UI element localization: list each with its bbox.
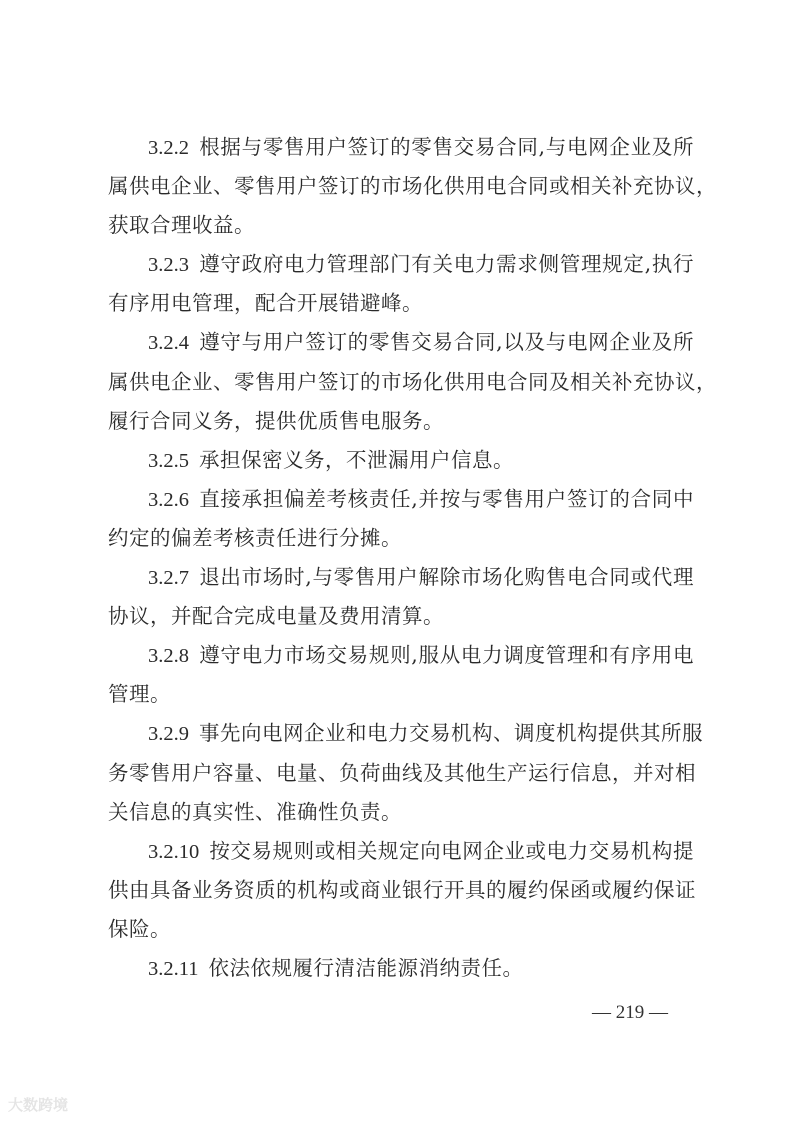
text-line: [108, 167, 717, 206]
text-line: [108, 323, 694, 362]
clause-paragraph: [108, 636, 694, 714]
clause-number: 3.2.5: [148, 449, 189, 472]
document-body: [108, 128, 717, 988]
clause-text: 获取合理收益。: [108, 213, 255, 238]
text-line: [108, 206, 694, 245]
clause-paragraph: [108, 832, 694, 949]
text-line: [108, 441, 694, 480]
text-line: [108, 284, 694, 323]
clause-text: 约定的偏差考核责任进行分摊。: [108, 525, 402, 550]
text-line: [108, 558, 694, 597]
clause-paragraph: [108, 480, 694, 558]
clause-number: 3.2.7: [148, 567, 189, 590]
clause-text: 有序用电管理，配合开展错避峰。: [108, 291, 423, 316]
clause-text: 遵守与用户签订的零售交易合同,以及与电网企业及所: [199, 330, 694, 355]
clause-text: 协议，并配合完成电量及费用清算。: [108, 604, 444, 629]
text-line: [108, 519, 694, 558]
clause-text: 属供电企业、零售用户签订的市场化供用电合同及相关补充协议，: [108, 369, 717, 394]
clause-text: 务零售用户容量、电量、负荷曲线及其他生产运行信息，并对相: [108, 760, 696, 785]
text-line: [108, 714, 703, 753]
clause-text: 保险。: [108, 916, 171, 941]
clause-text: 履行合同义务，提供优质售电服务。: [108, 408, 444, 433]
clause-number: 3.2.9: [148, 723, 189, 746]
clause-number: 3.2.10: [148, 840, 200, 863]
clause-number: 3.2.4: [148, 332, 189, 355]
clause-text: 依法依规履行清洁能源消纳责任。: [208, 955, 524, 980]
text-line: [108, 597, 694, 636]
text-line: [108, 832, 694, 871]
clause-paragraph: [108, 558, 694, 636]
text-line: [108, 363, 717, 402]
clause-text: 遵守电力市场交易规则,服从电力调度管理和有序用电: [199, 643, 694, 668]
text-line: [108, 675, 694, 714]
clause-text: 遵守政府电力管理部门有关电力需求侧管理规定,执行: [199, 252, 694, 277]
clause-number: 3.2.2: [148, 137, 189, 159]
clause-text: 按交易规则或相关规定向电网企业或电力交易机构提: [209, 838, 694, 863]
clause-text: 管理。: [108, 682, 171, 707]
clause-number: 3.2.6: [148, 488, 189, 511]
clause-text: 根据与零售用户签订的零售交易合同,与电网企业及所: [199, 135, 694, 159]
clause-text: 退出市场时,与零售用户解除市场化购售电合同或代理: [199, 565, 694, 590]
clause-text: 供由具备业务资质的机构或商业银行开具的履约保函或履约保证: [108, 877, 696, 902]
clause-text: 事先向电网企业和电力交易机构、调度机构提供其所服: [199, 721, 703, 746]
text-line: [108, 754, 694, 793]
text-line: [108, 480, 694, 519]
clause-paragraph: [108, 441, 694, 480]
text-line: [108, 128, 694, 167]
clause-number: 3.2.8: [148, 645, 189, 668]
clause-number: 3.2.3: [148, 254, 189, 277]
clause-paragraph: [108, 949, 694, 988]
text-line: [108, 910, 694, 949]
clause-paragraph: [108, 714, 703, 831]
clause-paragraph: [108, 128, 717, 245]
watermark-logo: 大数跨境: [8, 1096, 69, 1114]
clause-number: 3.2.11: [148, 957, 199, 980]
clause-text: 承担保密义务，不泄漏用户信息。: [199, 447, 514, 472]
text-line: [108, 871, 694, 910]
clause-paragraph: [108, 245, 694, 323]
text-line: [108, 245, 694, 284]
text-line: [108, 402, 694, 441]
clause-text: 属供电企业、零售用户签订的市场化供用电合同或相关补充协议，: [108, 174, 717, 199]
text-line: [108, 949, 694, 988]
page-number: — 219 —: [592, 1002, 668, 1023]
clause-text: 直接承担偏差考核责任,并按与零售用户签订的合同中: [199, 486, 694, 511]
text-line: [108, 636, 694, 675]
text-line: [108, 793, 694, 832]
clause-text: 关信息的真实性、准确性负责。: [108, 799, 402, 824]
clause-paragraph: [108, 323, 717, 440]
